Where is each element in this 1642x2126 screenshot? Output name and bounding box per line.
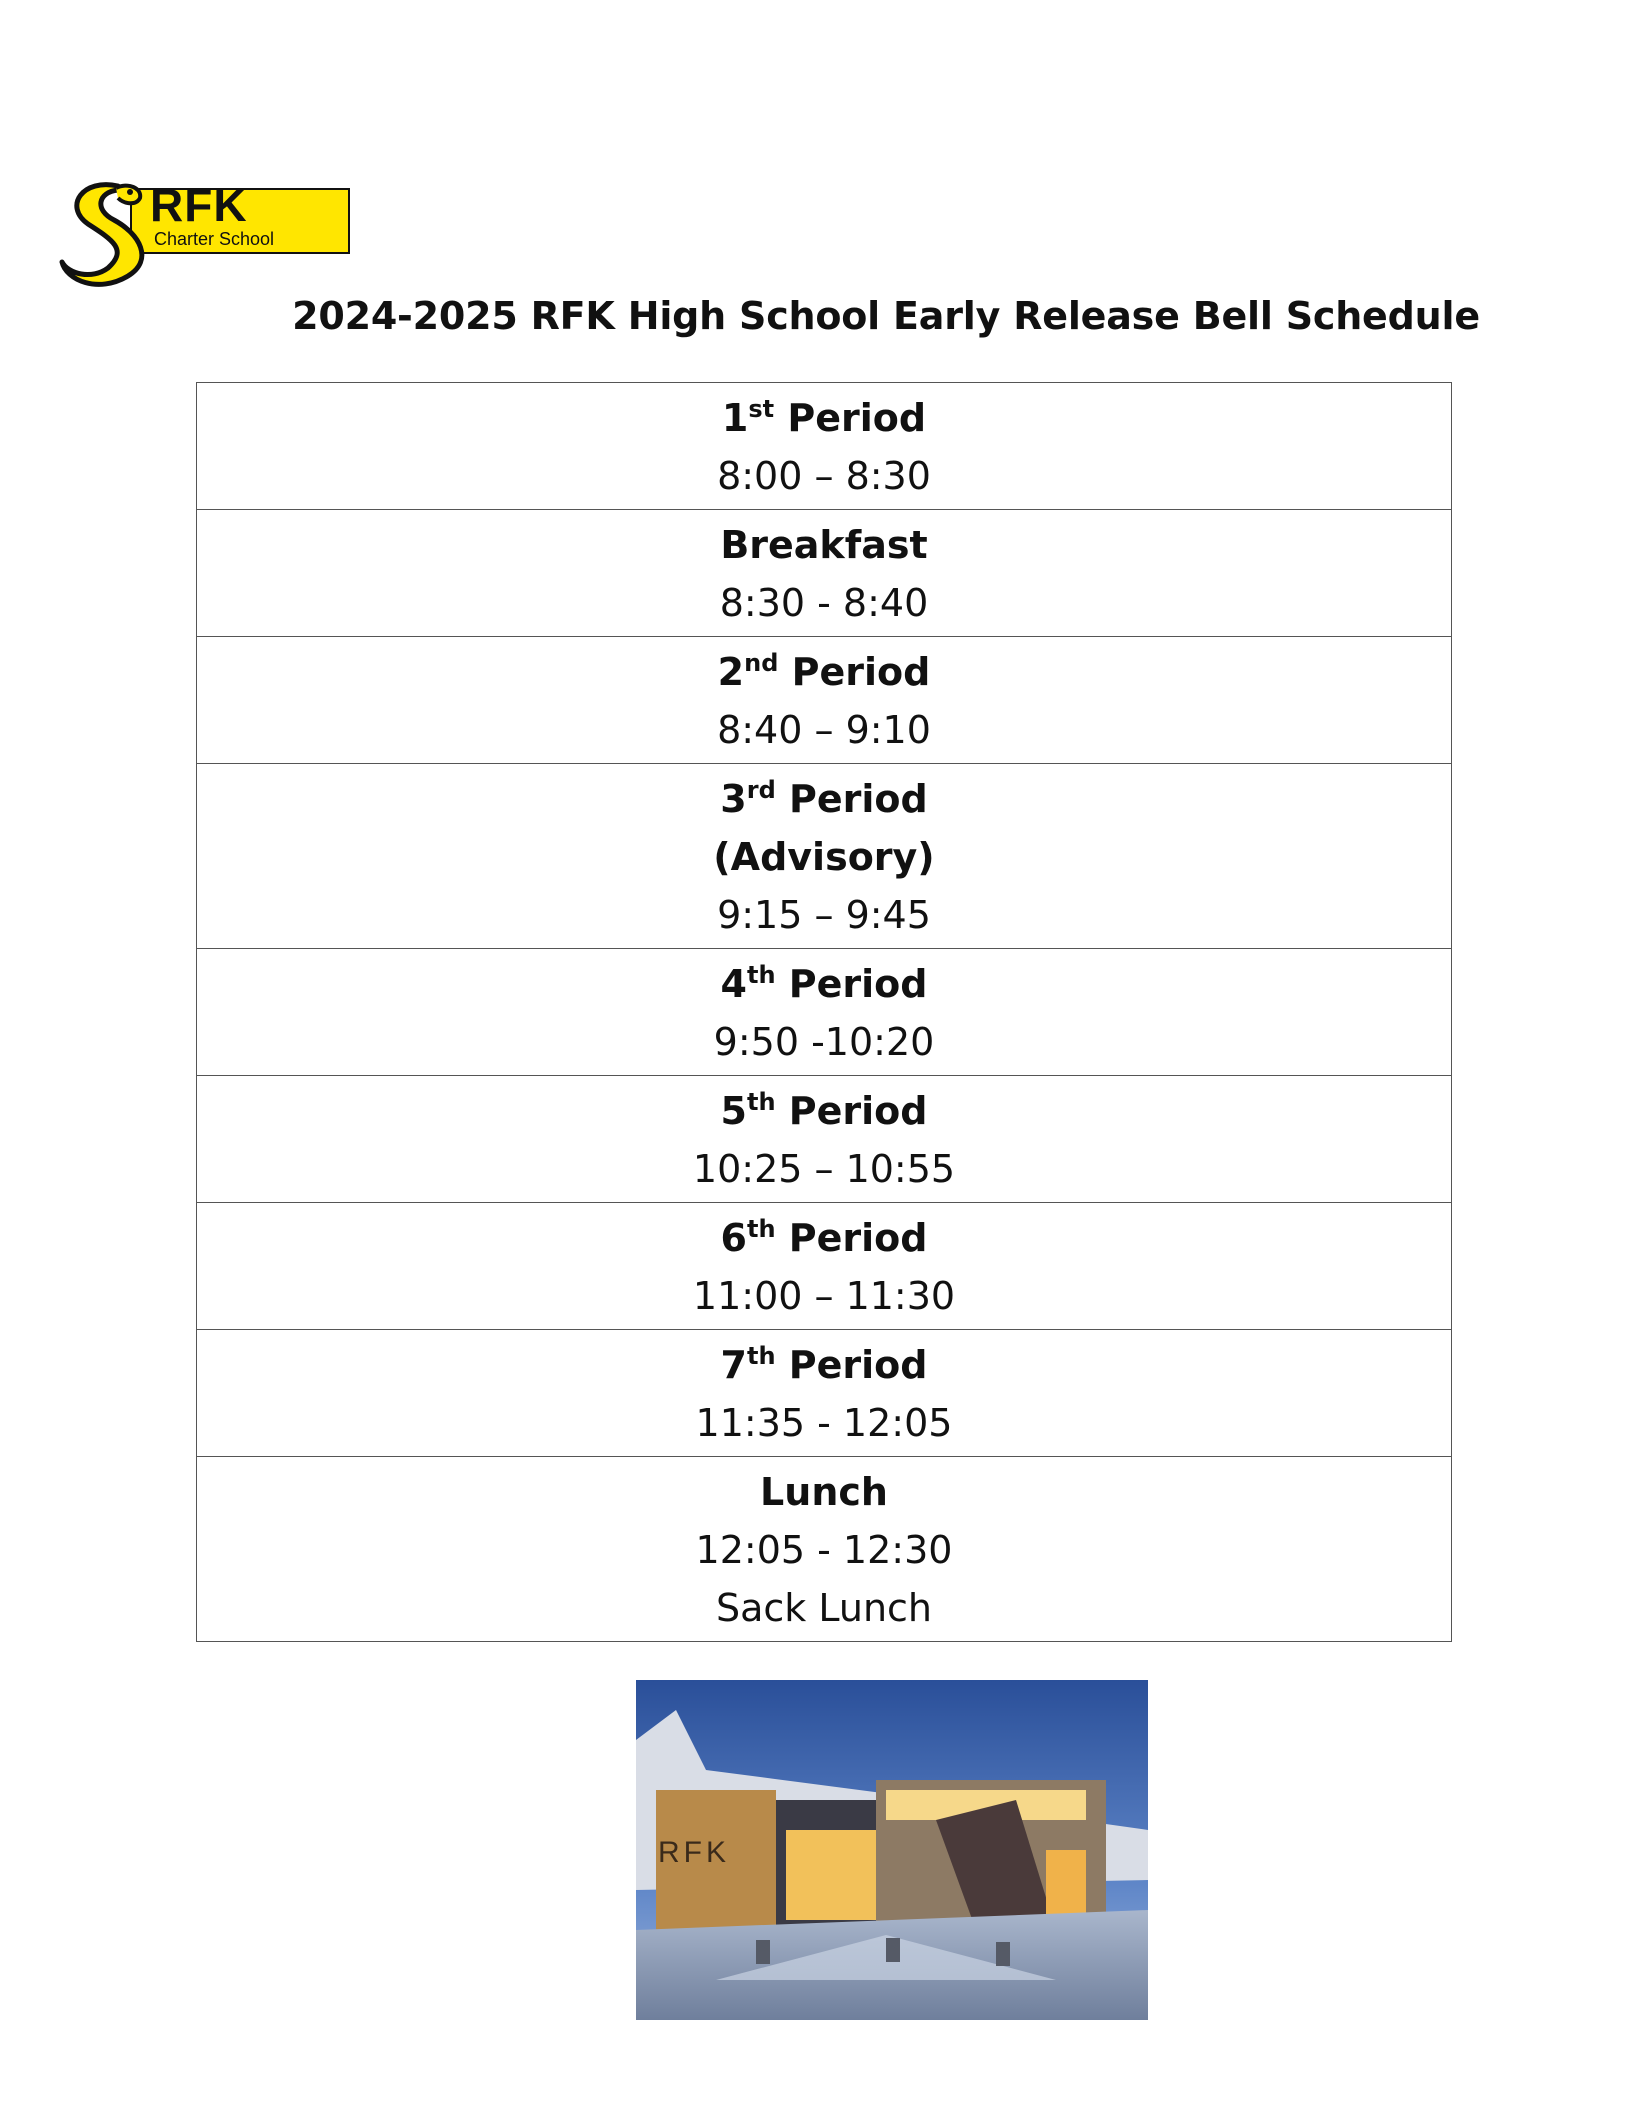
period-name [197,770,1451,828]
period-ordinal-suffix: th [746,1215,776,1243]
school-building-photo [636,1680,1148,2020]
period-label: Lunch [760,1470,888,1514]
period-ordinal-suffix: rd [746,776,776,804]
period-ordinal-suffix: nd [744,649,779,677]
logo-text: RFK [150,179,248,231]
logo-subtext: Charter School [154,229,275,249]
period-ordinal-suffix: th [746,1342,776,1370]
period-number: 1 [721,396,749,440]
period-time: 12:05 - 12:30 [695,1528,953,1572]
period-label: Period [788,1216,928,1260]
period-number: 4 [720,962,747,1006]
period-name [197,1082,1451,1140]
period-label: Period [788,1343,928,1387]
period-time: 8:00 – 8:30 [717,454,931,498]
period-detail: Sack Lunch [715,1586,933,1630]
period-label: Breakfast [720,523,928,567]
period-time: 9:15 – 9:45 [717,893,931,937]
period-label: Period [788,962,928,1006]
period-name [197,955,1451,1013]
period-time: 10:25 – 10:55 [692,1147,956,1191]
period-number: 6 [720,1216,747,1260]
period-note: (Advisory) [713,835,935,879]
period-time: 8:30 - 8:40 [719,581,929,625]
period-label: Period [789,777,928,821]
period-label: Period [788,1089,928,1133]
period-name [197,643,1451,701]
schedule-row [197,1075,1451,1202]
building-sign-text: RFK [658,1836,730,1869]
period-ordinal-suffix: th [746,961,776,989]
schedule-row [197,1456,1451,1641]
bell-schedule-table [196,382,1452,1642]
schedule-row [197,1202,1451,1329]
schedule-row [197,948,1451,1075]
period-time: 9:50 -10:20 [713,1020,935,1064]
period-number: 7 [720,1343,747,1387]
page-title: 2024-2025 RFK High School Early Release Bell Schedule [292,294,1480,338]
schedule-row [197,1329,1451,1456]
period-time: 11:35 - 12:05 [695,1401,953,1445]
schedule-row [197,383,1451,509]
period-name [197,389,1451,447]
school-logo [58,176,296,292]
period-time: 8:40 – 9:10 [717,708,931,752]
schedule-row [197,509,1451,636]
period-name [197,1336,1451,1394]
period-label: Period [787,396,927,440]
period-number: 5 [720,1089,747,1133]
period-time: 11:00 – 11:30 [692,1274,956,1318]
period-ordinal-suffix: th [746,1088,776,1116]
period-name [197,1209,1451,1267]
period-name [197,516,1451,574]
schedule-row [197,763,1451,948]
period-ordinal-suffix: st [748,395,775,423]
period-name [197,1463,1451,1521]
period-label: Period [791,650,931,694]
schedule-row [197,636,1451,763]
period-number: 3 [720,777,747,821]
period-number: 2 [717,650,745,694]
